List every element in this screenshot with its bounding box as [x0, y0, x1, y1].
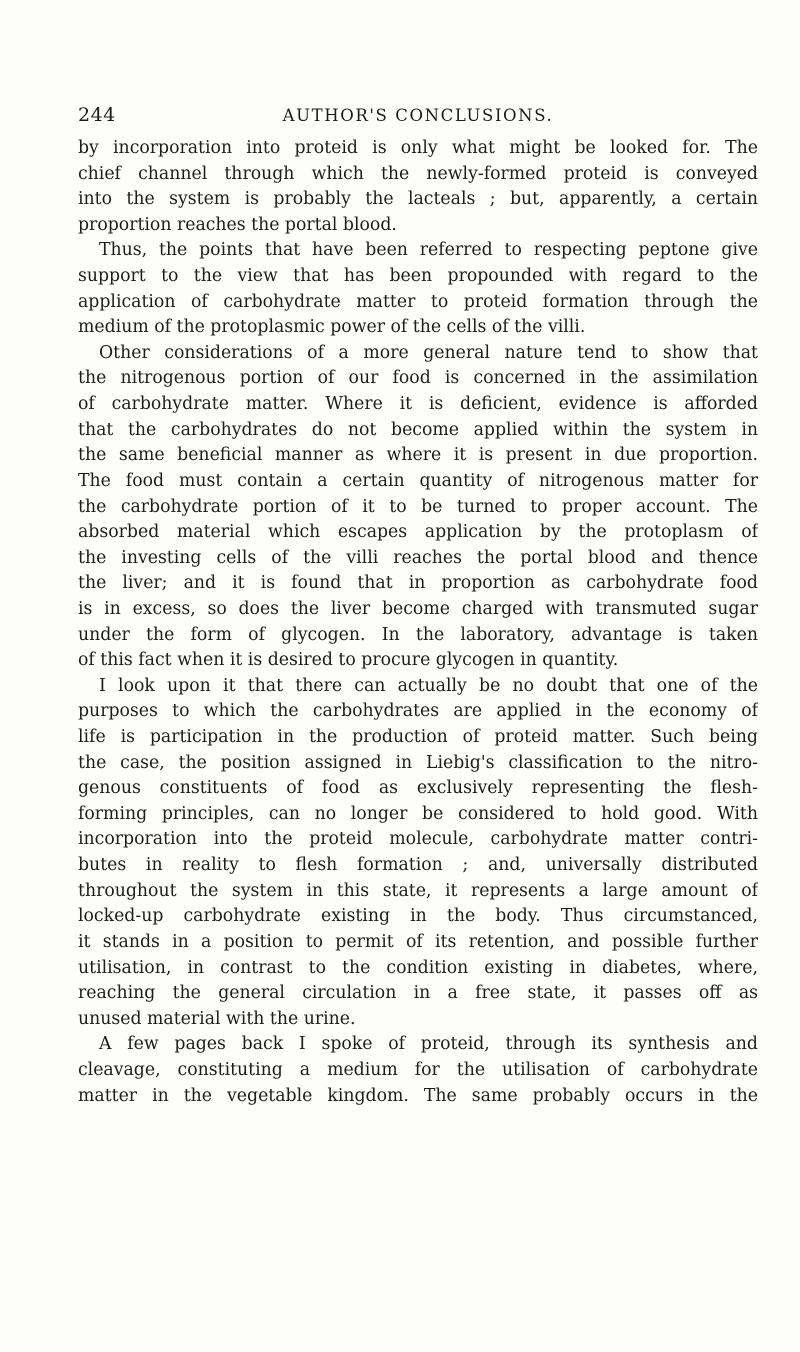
- text-line: the case, the position assigned in Liebig's classification to the nitro-: [78, 752, 758, 773]
- page-header: [78, 104, 758, 134]
- text-line: under the form of glycogen. In the laboratory, advantage is taken: [78, 624, 758, 645]
- text-line: throughout the system in this state, it represents a large amount of: [78, 880, 758, 901]
- text-line: genous constituents of food as exclusively representing the flesh-: [78, 778, 758, 799]
- text-line: into the system is probably the lacteals ; but, apparently, a certain: [78, 189, 758, 210]
- text-line: locked-up carbohydrate existing in the body. Thus circumstanced,: [78, 906, 758, 927]
- text-line: is in excess, so does the liver become charged with transmuted sugar: [78, 598, 758, 619]
- text-line: utilisation, in contrast to the condition existing in diabetes, where,: [78, 957, 758, 978]
- text-line: forming principles, can no longer be considered to hold good. With: [78, 803, 758, 824]
- text-line: matter in the vegetable kingdom. The same probably occurs in the: [78, 1085, 758, 1106]
- text-line: chief channel through which the newly-formed proteid is conveyed: [78, 163, 758, 184]
- text-line: I look upon it that there can actually be no doubt that one of the: [99, 675, 758, 696]
- text-line: Other considerations of a more general nature tend to show that: [99, 342, 758, 363]
- text-line: the liver; and it is found that in proportion as carbohydrate food: [78, 573, 758, 594]
- text-line: the nitrogenous portion of our food is concerned in the assimilation: [78, 368, 758, 389]
- text-line: support to the view that has been propounded with regard to the: [78, 266, 758, 287]
- body-text: [78, 136, 758, 1109]
- text-line: absorbed material which escapes application by the protoplasm of: [78, 522, 758, 543]
- text-line: of this fact when it is desired to procure glycogen in quantity.: [78, 650, 619, 671]
- text-line: the carbohydrate portion of it to be turned to proper account. The: [78, 496, 758, 517]
- text-line: life is participation in the production of proteid matter. Such being: [78, 727, 758, 748]
- text-line: medium of the protoplasmic power of the cells of the villi.: [78, 317, 586, 338]
- text-line: The food must contain a certain quantity of nitrogenous matter for: [78, 470, 758, 491]
- text-line: proportion reaches the portal blood.: [78, 214, 397, 235]
- text-line: butes in reality to flesh formation ; and, universally distributed: [78, 855, 758, 876]
- text-line: cleavage, constituting a medium for the utilisation of carbohydrate: [78, 1059, 758, 1080]
- text-line: Thus, the points that have been referred to respecting peptone give: [99, 240, 758, 261]
- text-line: A few pages back I spoke of proteid, through its synthesis and: [99, 1034, 758, 1055]
- text-line: that the carbohydrates do not become applied within the system in: [78, 419, 758, 440]
- text-line: incorporation into the proteid molecule, carbohydrate matter contri-: [78, 829, 758, 850]
- text-line: application of carbohydrate matter to proteid formation through the: [78, 291, 758, 312]
- text-line: by incorporation into proteid is only what might be looked for. The: [78, 138, 758, 158]
- text-line: it stands in a position to permit of its retention, and possible further: [78, 931, 758, 952]
- running-head: AUTHOR'S CONCLUSIONS.: [282, 106, 554, 125]
- text-line: the investing cells of the villi reaches the portal blood and thence: [78, 547, 758, 568]
- text-line: unused material with the urine.: [78, 1008, 356, 1029]
- text-line: of carbohydrate matter. Where it is deficient, evidence is afforded: [78, 394, 758, 415]
- text-line: the same beneficial manner as where it is present in due proportion.: [78, 445, 758, 466]
- text-line: reaching the general circulation in a free state, it passes off as: [78, 983, 758, 1004]
- text-line: purposes to which the carbohydrates are applied in the economy of: [78, 701, 758, 722]
- page-number: 244: [78, 104, 116, 126]
